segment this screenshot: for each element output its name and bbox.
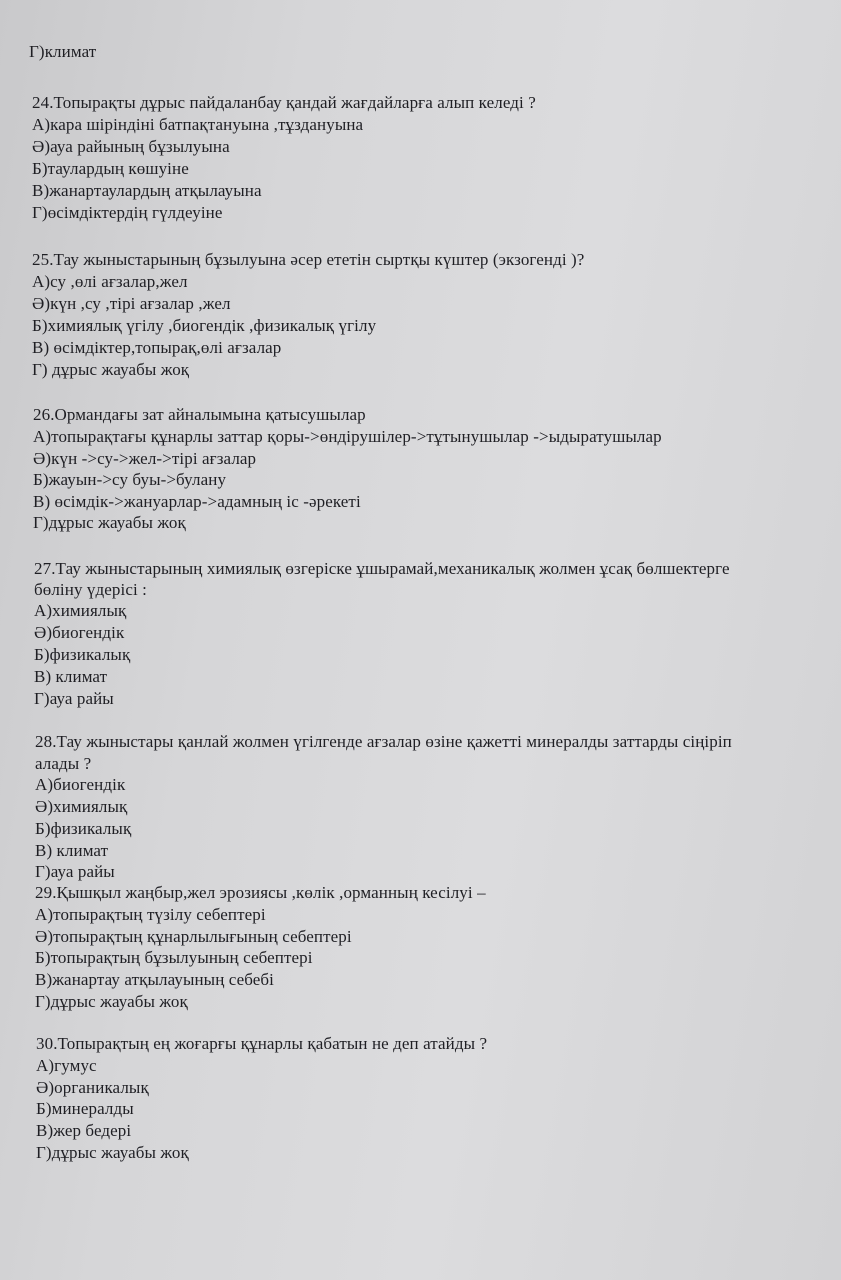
question-27: 27.Тау жыныстарының химиялық өзгеріске ұшырамай,механикалық жолмен ұсақ бөлшектерге bbox=[34, 559, 730, 578]
answer-option: Б)жауын->су буы->булану bbox=[33, 470, 227, 489]
answer-option: А)химиялық bbox=[34, 601, 127, 620]
question-28-cont: алады ? bbox=[35, 754, 92, 773]
answer-option: Ә)күн ,су ,тірі ағзалар ,жел bbox=[32, 294, 231, 313]
answer-option: Ә)ауа райының бұзылуына bbox=[32, 137, 230, 156]
question-27-cont: бөліну үдерісі : bbox=[34, 580, 147, 599]
answer-option: А)топырақтағы құнарлы заттар қоры->өндірушілер->тұтынушылар ->ыдыратушылар bbox=[33, 427, 662, 446]
question-29: 29.Қышқыл жаңбыр,жел эрозиясы ,көлік ,орманның кесілуі – bbox=[35, 883, 486, 902]
answer-option: Б)химиялық үгілу ,биогендік ,физикалық үгілу bbox=[32, 316, 377, 335]
answer-option: В)жанартаулардың атқылауына bbox=[32, 181, 262, 200]
answer-option: В)жер бедері bbox=[36, 1121, 132, 1140]
answer-option: В)жанартау атқылауының себебі bbox=[35, 970, 274, 989]
answer-option: В) климат bbox=[35, 841, 109, 860]
answer-option: Ә)биогендік bbox=[34, 623, 125, 642]
answer-option: А)гумус bbox=[36, 1056, 97, 1075]
answer-option: Г)дұрыс жауабы жоқ bbox=[36, 1143, 189, 1162]
answer-option: Г)дұрыс жауабы жоқ bbox=[33, 513, 186, 532]
answer-option: А)биогендік bbox=[35, 775, 126, 794]
answer-option: Г)ауа райы bbox=[34, 689, 114, 708]
question-30: 30.Топырақтың ең жоғарғы құнарлы қабатын не деп атайды ? bbox=[36, 1034, 488, 1053]
answer-option: Б)таулардың көшуіне bbox=[32, 159, 189, 178]
answer-option: Ә)топырақтың құнарлылығының себептері bbox=[35, 927, 352, 946]
answer-option: Г)дұрыс жауабы жоқ bbox=[35, 992, 188, 1011]
answer-option: Б)минералды bbox=[36, 1099, 134, 1118]
text-line: Г)климат bbox=[29, 42, 97, 61]
answer-option: Г)ауа райы bbox=[35, 862, 115, 881]
answer-option: Ә)химиялық bbox=[35, 797, 128, 816]
answer-option: Ә)органикалық bbox=[36, 1078, 149, 1097]
question-25: 25.Тау жыныстарының бұзылуына әсер ететін сыртқы күштер (экзогенді )? bbox=[32, 250, 585, 269]
answer-option: Г) дұрыс жауабы жоқ bbox=[32, 360, 190, 379]
answer-option: А)кара шіріндіні батпақтануына ,тұздануына bbox=[32, 115, 364, 134]
answer-option: В) климат bbox=[34, 667, 108, 686]
answer-option: Ә)күн ->су->жел->тірі ағзалар bbox=[33, 449, 257, 468]
answer-option: Г)өсімдіктердің гүлдеуіне bbox=[32, 203, 223, 222]
answer-option: Б)топырақтың бұзылуының себептері bbox=[35, 948, 313, 967]
answer-option: В) өсімдік->жануарлар->адамның іс -әрекеті bbox=[33, 492, 361, 511]
question-24: 24.Топырақты дұрыс пайдаланбау қандай жағдайларға алып келеді ? bbox=[32, 93, 536, 112]
answer-option: Б)физикалық bbox=[34, 645, 131, 664]
answer-option: Б)физикалық bbox=[35, 819, 132, 838]
question-28: 28.Тау жыныстары қанлай жолмен үгілгенде ағзалар өзіне қажетті минералды заттарды сіңіріп bbox=[35, 732, 732, 751]
answer-option: В) өсімдіктер,топырақ,өлі ағзалар bbox=[32, 338, 282, 357]
question-26: 26.Ормандағы зат айналымына қатысушылар bbox=[33, 405, 366, 424]
answer-option: А)топырақтың түзілу себептері bbox=[35, 905, 266, 924]
answer-option: А)су ,өлі ағзалар,жел bbox=[32, 272, 188, 291]
